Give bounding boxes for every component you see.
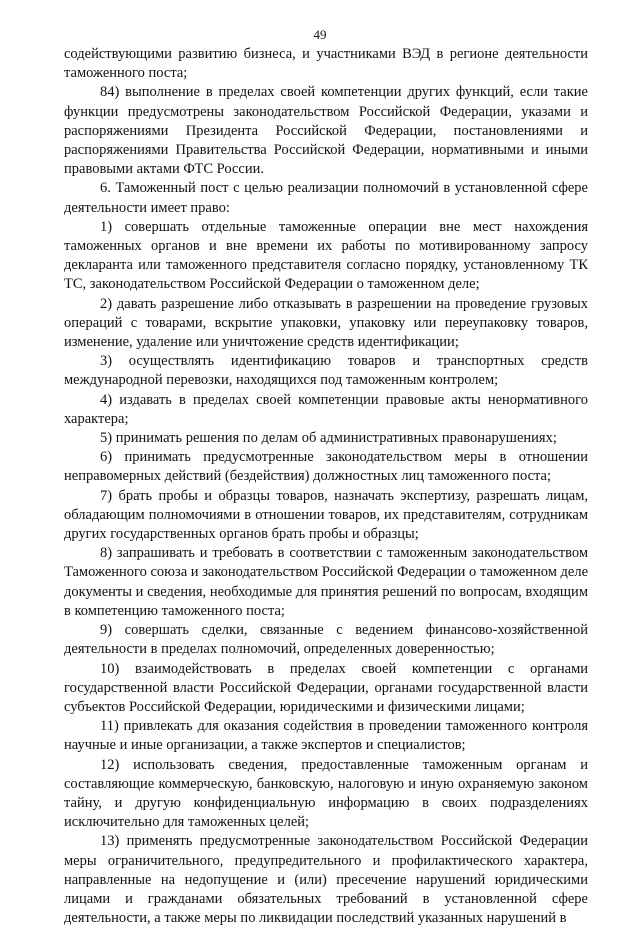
paragraph-right-9: 9) совершать сделки, связанные с ведением финансово-хозяйственной деятельности в пределах полномочий, определенных доверенностью;	[64, 622, 588, 658]
paragraph-right-10: 10) взаимодействовать в пределах своей компетенции с органами государственной власти Российской Федерации, органами государственной власти субъектов Российской Федерации, юридическими и физическими лицами;	[64, 660, 588, 715]
page-number: 49	[313, 27, 327, 42]
paragraph-right-2: 2) давать разрешение либо отказывать в разрешении на проведение грузовых операций с товарами, вскрытие упаковки, упаковку или переупаковку товаров, изменение, удаление или уничтожение средств идентификации;	[64, 295, 588, 351]
paragraph-continuation: содействующими развитию бизнеса, и участниками ВЭД в регионе деятельности таможенного поста;	[64, 46, 588, 82]
paragraph-right-8: 8) запрашивать и требовать в соответствии с таможенным законодательством Таможенного союза и законодательством Российской Федерации о таможенном деле документы и сведения, необходимые для принятия решений по вопросам, входящим в компетенцию таможенного поста;	[64, 545, 588, 619]
paragraph-right-7: 7) брать пробы и образцы товаров, назначать экспертизу, разрешать лицам, обладающим полномочиями в отношении товаров, их представителям, сотрудникам других государственных органов брать пробы и образцы;	[64, 487, 588, 543]
paragraph-right-3: 3) осуществлять идентификацию товаров и транспортных средств международной перевозки, находящихся под таможенным контролем;	[64, 353, 588, 389]
paragraph-right-11: 11) привлекать для оказания содействия в проведении таможенного контроля научные и иные организации, а также экспертов и специалистов;	[64, 718, 588, 754]
paragraph-right-5: 5) принимать решения по делам об административных правонарушениях;	[100, 430, 557, 447]
document-body	[64, 45, 588, 928]
paragraph-section-6: 6. Таможенный пост с целью реализации полномочий в установленной сфере деятельности имеет право:	[64, 180, 588, 216]
paragraph-right-6: 6) принимать предусмотренные законодательством меры в отношении неправомерных действий (бездействия) должностных лиц таможенного поста;	[64, 449, 588, 485]
paragraph-right-4: 4) издавать в пределах своей компетенции правовые акты ненормативного характера;	[64, 391, 588, 427]
paragraph-right-1: 1) совершать отдельные таможенные операции вне мест нахождения таможенных органов и вне времени их работы по мотивированному запросу декларанта или таможенного представителя согласно порядку, установленному ТК ТС, законодательством Российской Федерации о таможенном деле;	[64, 218, 588, 293]
paragraph-right-12: 12) использовать сведения, предоставленные таможенным органам и составляющие коммерческую, банковскую, налоговую и иную охраняемую законом тайну, и другую конфиденциальную информацию в своих подразделениях исключительно для таможенных целей;	[64, 756, 588, 831]
paragraph-right-13: 13) применять предусмотренные законодательством Российской Федерации меры ограничительного, предупредительного и профилактического характера, направленные на недопущение и (или) пресечение нарушений юридическими лицами и гражданами обязательных требований в установленной сфере деятельности, а также меры по ликвидации последствий указанных нарушений в	[64, 833, 588, 927]
paragraph-item-84: 84) выполнение в пределах своей компетенции других функций, если такие функции предусмотрены законодательством Российской Федерации, указами и распоряжениями Президента Российской Федерации, постановлениями и распоряжениями Правительства Российской Федерации, нормативными и иными правовыми актами ФТС России.	[64, 84, 588, 178]
